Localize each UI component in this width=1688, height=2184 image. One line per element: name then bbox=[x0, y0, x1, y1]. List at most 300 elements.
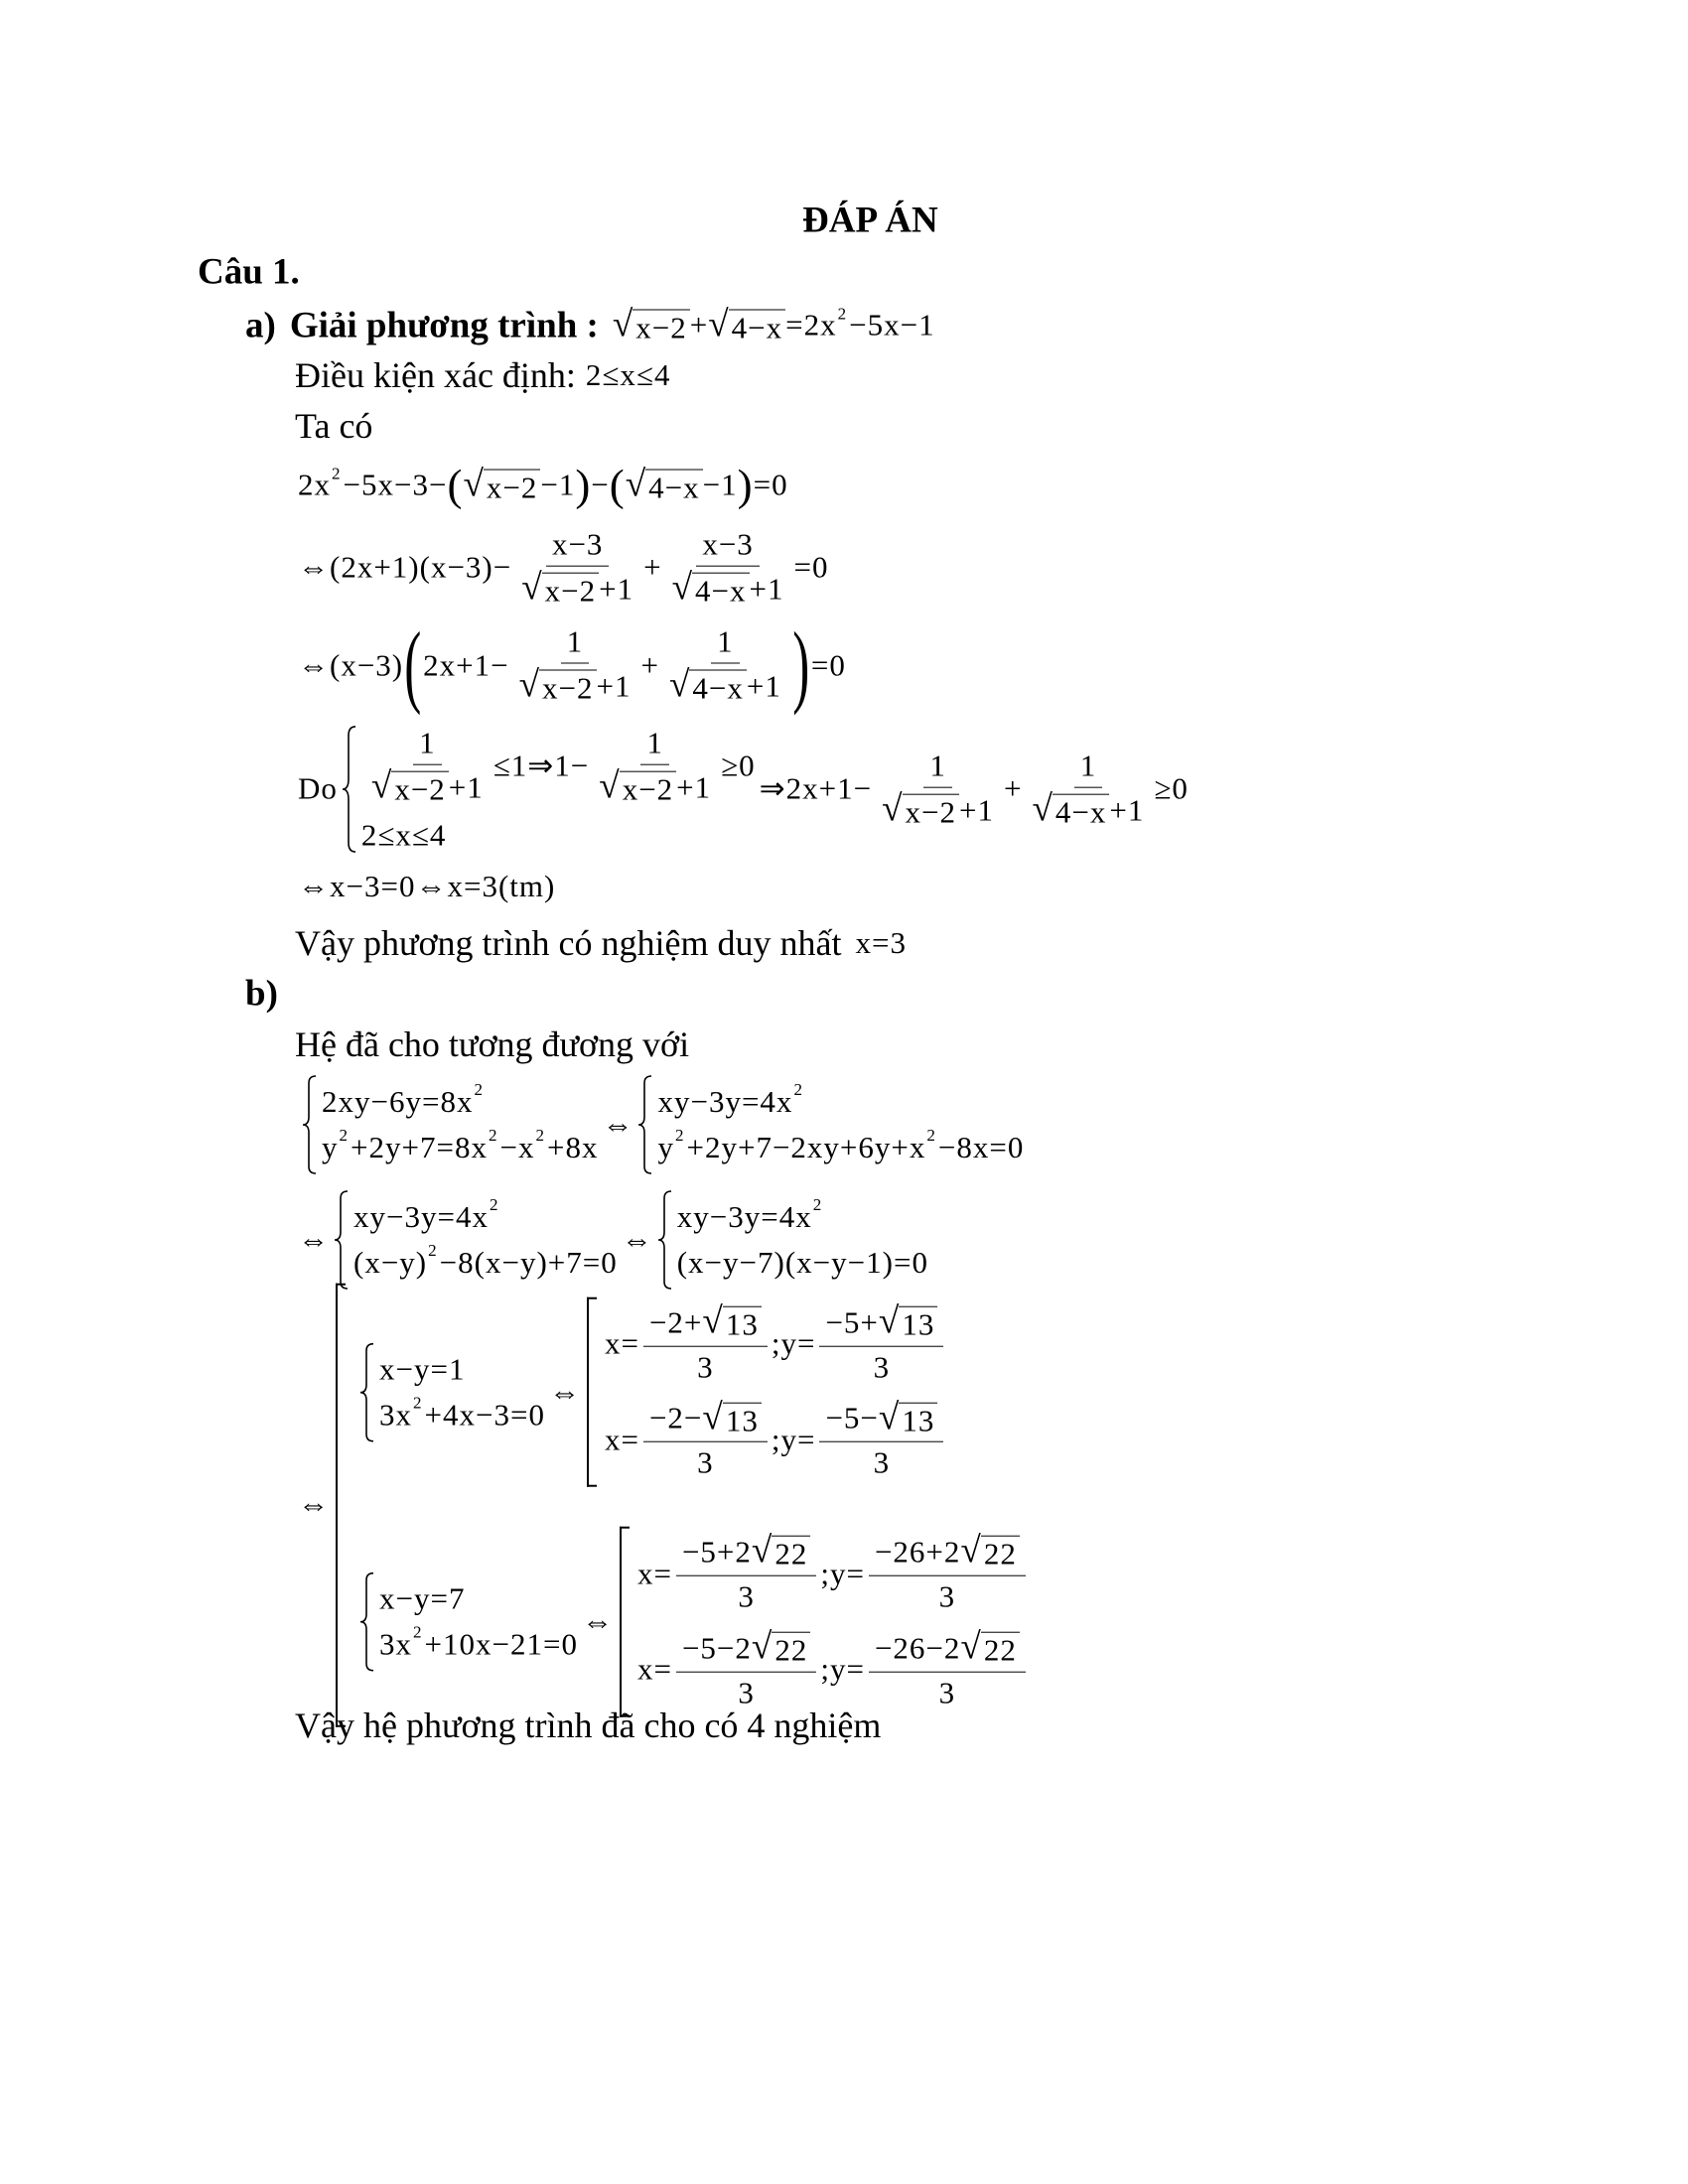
math-text: xy−3y=4x bbox=[657, 1084, 793, 1119]
left-brace-icon bbox=[334, 1190, 350, 1290]
numerator bbox=[869, 1626, 1026, 1673]
math-text: (x−y−7)(x−y−1)=0 bbox=[676, 1245, 928, 1280]
radicand bbox=[539, 670, 596, 707]
math-row bbox=[1080, 749, 1097, 784]
math-text: ⇔ bbox=[621, 1222, 653, 1257]
system-rows bbox=[375, 1342, 545, 1441]
math-text: 3 bbox=[938, 1578, 956, 1614]
bracket-rows bbox=[346, 1284, 1036, 1727]
radical-sign-icon: √ bbox=[518, 664, 541, 706]
math-row bbox=[361, 726, 756, 808]
equation-system bbox=[359, 1342, 545, 1441]
math-row bbox=[825, 1300, 937, 1343]
math-text: 4−x bbox=[648, 470, 700, 505]
math-text: ⇔ bbox=[548, 1374, 581, 1410]
math-text: x−2 bbox=[622, 771, 674, 807]
radical-sign-icon: √ bbox=[612, 304, 634, 345]
exponent: 2 bbox=[488, 1126, 498, 1146]
math-row bbox=[855, 925, 906, 961]
radicand bbox=[620, 771, 676, 808]
equation-system bbox=[359, 1572, 578, 1672]
math-row bbox=[902, 1403, 934, 1438]
math-row bbox=[355, 1297, 1036, 1487]
exponent: 2 bbox=[926, 1126, 936, 1146]
denominator bbox=[515, 567, 639, 610]
math-row bbox=[726, 1307, 759, 1343]
math-row bbox=[657, 1080, 1024, 1120]
math-row bbox=[939, 1675, 956, 1710]
math-text: 1 bbox=[566, 623, 584, 659]
math-row bbox=[984, 1633, 1017, 1669]
step-3 bbox=[298, 614, 846, 717]
math-text: x−y=7 bbox=[379, 1580, 466, 1616]
square-root bbox=[1032, 788, 1110, 831]
math-text: −5+2 bbox=[681, 1534, 752, 1570]
numerator bbox=[643, 1399, 768, 1442]
square-root bbox=[960, 1626, 1019, 1669]
math-row bbox=[379, 1622, 578, 1663]
radical-sign-icon: √ bbox=[878, 1300, 901, 1342]
fraction bbox=[819, 1300, 943, 1386]
math-text: x−2 bbox=[486, 470, 538, 505]
part-a-heading bbox=[245, 305, 935, 347]
math-row bbox=[882, 788, 995, 831]
math-text: +1 bbox=[959, 792, 995, 828]
radicand bbox=[899, 1306, 937, 1343]
numerator bbox=[869, 1533, 1026, 1576]
math-text: 3 bbox=[873, 1349, 891, 1385]
case-bracket bbox=[587, 1297, 947, 1487]
math-text: −5x−3− bbox=[343, 467, 448, 502]
math-text: ⇔ bbox=[298, 1487, 330, 1522]
bracket-rows bbox=[630, 1527, 1030, 1716]
fraction bbox=[513, 624, 637, 707]
ta-co-text: Ta có bbox=[295, 406, 373, 446]
conclusion-math bbox=[855, 925, 906, 961]
math-text: xy−3y=4x bbox=[353, 1199, 489, 1234]
math-row bbox=[542, 671, 593, 707]
math-text: 2≤x≤4 bbox=[585, 357, 671, 392]
math-text: xy−3y=4x bbox=[676, 1199, 812, 1234]
math-text: x−3 bbox=[551, 526, 604, 562]
math-text: x= bbox=[636, 1556, 672, 1591]
math-row bbox=[681, 1626, 810, 1669]
denominator bbox=[933, 1576, 962, 1615]
math-text: 1 bbox=[646, 725, 663, 760]
math-text: 1 bbox=[419, 725, 436, 760]
exponent: 2 bbox=[535, 1126, 545, 1146]
square-root bbox=[671, 567, 750, 610]
math-row bbox=[874, 1349, 891, 1385]
math-text: 3 bbox=[697, 1445, 714, 1480]
math-row bbox=[586, 357, 671, 393]
math-row bbox=[379, 1581, 578, 1617]
math-text: 22 bbox=[983, 1537, 1017, 1571]
denominator bbox=[933, 1672, 962, 1710]
square-root bbox=[708, 306, 785, 345]
radicand bbox=[1053, 794, 1109, 831]
math-text: 2xy−6y=8x bbox=[322, 1084, 474, 1119]
math-text: −2− bbox=[648, 1401, 703, 1436]
math-row bbox=[677, 1245, 928, 1281]
radicand bbox=[723, 1306, 762, 1343]
math-text: −x bbox=[499, 1130, 535, 1164]
conclusion-text: Vậy phương trình có nghiệm duy nhất bbox=[295, 923, 842, 963]
math-row bbox=[599, 765, 712, 808]
math-row bbox=[717, 624, 734, 660]
math-row bbox=[298, 527, 829, 610]
fraction bbox=[676, 1626, 816, 1711]
math-text: + bbox=[643, 549, 662, 585]
math-text: 4−x bbox=[731, 310, 783, 345]
math-text: x−y=1 bbox=[379, 1351, 466, 1387]
math-row bbox=[732, 310, 782, 345]
step-do bbox=[298, 726, 1189, 854]
math-text: 22 bbox=[774, 1537, 808, 1571]
question-heading: Câu 1. bbox=[198, 251, 300, 293]
math-row bbox=[648, 470, 699, 505]
math-row bbox=[646, 726, 663, 761]
square-root bbox=[518, 664, 597, 707]
system-rows bbox=[653, 1075, 1024, 1174]
exponent: 2 bbox=[339, 1126, 350, 1146]
math-row bbox=[929, 749, 946, 784]
math-row bbox=[394, 772, 445, 808]
denominator bbox=[876, 788, 1000, 831]
math-text: 1 bbox=[929, 748, 946, 783]
radical-sign-icon: √ bbox=[878, 1397, 901, 1438]
math-text: −5−2 bbox=[681, 1630, 752, 1666]
math-text: =0 bbox=[793, 549, 829, 585]
left-bracket-icon bbox=[620, 1527, 630, 1716]
denominator bbox=[868, 1442, 897, 1481]
math-text: −1 bbox=[540, 467, 576, 502]
step-2 bbox=[298, 527, 829, 610]
exponent: 2 bbox=[332, 464, 342, 483]
radicand bbox=[899, 1402, 937, 1438]
math-text: 3 bbox=[738, 1578, 755, 1614]
math-text: ≤1⇒1− bbox=[492, 748, 590, 783]
exponent: 2 bbox=[793, 1080, 803, 1100]
left-bracket-icon bbox=[587, 1297, 597, 1487]
fraction bbox=[515, 527, 639, 610]
math-text: 3x bbox=[379, 1626, 412, 1662]
math-row bbox=[353, 1241, 618, 1281]
math-text: 13 bbox=[725, 1403, 759, 1438]
radicand bbox=[633, 309, 689, 345]
numerator bbox=[819, 1399, 943, 1442]
denominator bbox=[691, 1442, 720, 1481]
exponent: 2 bbox=[413, 1622, 423, 1642]
math-row bbox=[1032, 788, 1145, 831]
math-text: 2x+1− bbox=[423, 647, 509, 682]
math-text: ⇔ bbox=[602, 1107, 634, 1142]
exponent: 2 bbox=[474, 1080, 484, 1100]
math-row bbox=[697, 1349, 714, 1385]
system-step-2 bbox=[298, 1190, 932, 1290]
math-row bbox=[1055, 795, 1106, 831]
fraction bbox=[869, 1626, 1026, 1711]
math-text: x=3 bbox=[855, 925, 907, 960]
square-root bbox=[521, 567, 599, 610]
math-text: −5x−1 bbox=[849, 307, 935, 342]
radicand bbox=[981, 1536, 1020, 1572]
radical-sign-icon: √ bbox=[370, 765, 393, 807]
square-root bbox=[702, 1300, 761, 1343]
system-rows bbox=[375, 1572, 578, 1672]
math-text: ⇔(x−3) bbox=[298, 647, 404, 682]
square-root bbox=[463, 466, 540, 505]
math-row bbox=[379, 1351, 545, 1387]
math-row bbox=[361, 817, 756, 853]
math-row bbox=[726, 1403, 759, 1438]
denominator bbox=[365, 765, 490, 808]
numerator bbox=[561, 624, 590, 664]
math-text: −8(x−y)+7=0 bbox=[439, 1245, 618, 1280]
math-row bbox=[552, 527, 603, 563]
math-text: 1 bbox=[717, 623, 734, 659]
fraction bbox=[663, 624, 787, 707]
square-root bbox=[751, 1626, 810, 1669]
left-brace-icon bbox=[359, 1342, 375, 1441]
math-row bbox=[487, 470, 537, 505]
radical-sign-icon: √ bbox=[751, 1531, 774, 1571]
left-brace-icon bbox=[342, 726, 357, 854]
radicand bbox=[772, 1632, 810, 1669]
large-parenthesis: ( bbox=[404, 614, 422, 717]
radical-sign-icon: √ bbox=[668, 664, 691, 706]
exponent: 2 bbox=[674, 1126, 685, 1146]
math-row bbox=[649, 1399, 762, 1438]
radicand bbox=[542, 573, 599, 610]
math-text: x−2 bbox=[542, 670, 594, 706]
fraction bbox=[1027, 749, 1151, 831]
math-text: ;y= bbox=[771, 1326, 816, 1362]
radicand bbox=[723, 1402, 762, 1438]
math-text: y bbox=[657, 1130, 674, 1164]
denominator bbox=[666, 567, 790, 610]
math-text: 4−x bbox=[692, 670, 744, 706]
square-root bbox=[878, 1300, 937, 1343]
math-row bbox=[875, 1533, 1020, 1572]
math-text: −26+2 bbox=[874, 1534, 961, 1570]
math-text: 4−x bbox=[1055, 794, 1107, 830]
numerator bbox=[546, 527, 609, 567]
math-text: =0 bbox=[810, 647, 846, 682]
square-root bbox=[702, 1399, 761, 1438]
part-a-conclusion bbox=[295, 922, 907, 964]
square-root bbox=[626, 466, 703, 505]
math-text: ⇔ bbox=[581, 1603, 614, 1639]
system-rows bbox=[357, 726, 756, 854]
math-text: +1 bbox=[448, 769, 484, 805]
equation-system bbox=[657, 1190, 928, 1290]
square-root bbox=[882, 788, 959, 831]
radical-sign-icon: √ bbox=[882, 788, 904, 830]
math-text: 22 bbox=[774, 1632, 808, 1668]
square-root bbox=[752, 1533, 810, 1572]
fraction bbox=[819, 1399, 943, 1481]
math-text: 13 bbox=[902, 1403, 935, 1438]
part-b-intro: Hệ đã cho tương đương với bbox=[295, 1024, 690, 1064]
math-row bbox=[545, 574, 596, 610]
step-1 bbox=[298, 460, 788, 510]
system-rows bbox=[318, 1075, 598, 1174]
part-b-conclusion: Vậy hệ phương trình đã cho có 4 nghiệm bbox=[295, 1706, 882, 1745]
system-step-1 bbox=[298, 1075, 1028, 1174]
exponent: 2 bbox=[489, 1195, 499, 1215]
math-row bbox=[370, 765, 484, 808]
math-text: − bbox=[591, 467, 610, 502]
numerator bbox=[643, 1300, 768, 1347]
math-text: (x−y) bbox=[353, 1245, 428, 1280]
radical-sign-icon: √ bbox=[1032, 788, 1054, 830]
math-text: ⇔x−3=0⇔x=3(tm) bbox=[298, 869, 556, 903]
math-row bbox=[774, 1537, 807, 1572]
bracket-rows bbox=[597, 1297, 947, 1487]
system-cases bbox=[298, 1284, 1042, 1727]
equation-system bbox=[637, 1075, 1024, 1174]
left-brace-icon bbox=[359, 1572, 375, 1672]
math-text: =2x bbox=[785, 307, 837, 342]
math-text: +10x−21=0 bbox=[424, 1626, 578, 1662]
math-text: 3 bbox=[738, 1675, 755, 1710]
math-row bbox=[298, 726, 1189, 854]
case-bracket bbox=[336, 1284, 1036, 1727]
math-row bbox=[355, 1527, 1036, 1716]
math-text: +4x−3=0 bbox=[424, 1397, 545, 1433]
radicand bbox=[645, 469, 702, 505]
math-text: + bbox=[1004, 770, 1023, 806]
system-rows bbox=[673, 1190, 928, 1290]
math-row bbox=[682, 1533, 810, 1572]
case-bracket bbox=[620, 1527, 1030, 1716]
radical-sign-icon: √ bbox=[960, 1626, 982, 1668]
denominator bbox=[868, 1346, 897, 1385]
part-a-task: Giải phương trình : bbox=[289, 305, 599, 346]
math-row bbox=[322, 1126, 599, 1165]
math-row bbox=[322, 1080, 598, 1120]
fraction bbox=[676, 1533, 816, 1615]
radical-sign-icon: √ bbox=[625, 464, 647, 505]
math-row bbox=[874, 1445, 891, 1481]
numerator bbox=[1074, 749, 1103, 788]
math-row bbox=[657, 1126, 1025, 1165]
numerator bbox=[413, 726, 442, 765]
math-text: x−2 bbox=[905, 794, 957, 830]
math-text: 3 bbox=[697, 1349, 714, 1385]
square-root bbox=[879, 1399, 937, 1438]
math-row bbox=[298, 1190, 932, 1290]
math-text: + bbox=[640, 647, 659, 682]
math-text: −2+ bbox=[648, 1304, 703, 1340]
math-text: x−2 bbox=[635, 310, 687, 345]
math-text: 3 bbox=[938, 1675, 956, 1710]
square-root bbox=[370, 765, 449, 808]
math-text: y bbox=[322, 1130, 339, 1164]
equation bbox=[613, 306, 935, 345]
denominator bbox=[513, 664, 637, 707]
radical-sign-icon: √ bbox=[708, 304, 730, 345]
numerator bbox=[676, 1533, 816, 1576]
math-row bbox=[419, 726, 436, 761]
numerator bbox=[923, 749, 952, 788]
radicand bbox=[689, 670, 746, 707]
math-text: x−2 bbox=[394, 771, 446, 807]
parenthesis: ) bbox=[737, 460, 754, 510]
math-text: −5− bbox=[825, 1401, 879, 1436]
math-text: 4−x bbox=[695, 573, 747, 609]
math-row bbox=[613, 306, 935, 345]
math-row bbox=[695, 574, 746, 610]
radical-sign-icon: √ bbox=[599, 765, 621, 807]
condition-math bbox=[586, 357, 671, 393]
denominator bbox=[663, 664, 787, 707]
radical-sign-icon: √ bbox=[671, 567, 694, 609]
math-text: x−2 bbox=[544, 573, 597, 609]
radical-sign-icon: √ bbox=[702, 1300, 724, 1342]
parenthesis: ( bbox=[609, 460, 626, 510]
radical-sign-icon: √ bbox=[463, 464, 485, 505]
math-text: +1 bbox=[599, 571, 634, 607]
math-row bbox=[298, 460, 788, 510]
parenthesis: ) bbox=[575, 460, 592, 510]
math-row bbox=[697, 1445, 714, 1481]
math-text: −5+ bbox=[825, 1304, 879, 1340]
fraction bbox=[869, 1533, 1026, 1615]
math-text: x−3 bbox=[702, 526, 754, 562]
math-row bbox=[567, 624, 584, 660]
math-text: +1 bbox=[596, 668, 632, 704]
radicand bbox=[903, 794, 959, 831]
math-text: −1 bbox=[702, 467, 738, 502]
numerator bbox=[696, 527, 759, 567]
exponent: 2 bbox=[837, 304, 848, 324]
numerator bbox=[819, 1300, 943, 1347]
part-b-label: b) bbox=[245, 973, 278, 1015]
math-text: ⇒2x+1− bbox=[759, 770, 873, 806]
math-row bbox=[902, 1307, 934, 1343]
fraction bbox=[643, 1300, 768, 1386]
radical-sign-icon: √ bbox=[751, 1626, 774, 1668]
radicand bbox=[484, 469, 540, 505]
fraction bbox=[593, 726, 717, 808]
radical-sign-icon: √ bbox=[702, 1397, 724, 1438]
equation-system bbox=[302, 1075, 598, 1174]
square-root bbox=[599, 765, 676, 808]
radicand bbox=[692, 573, 749, 610]
math-text: 2≤x≤4 bbox=[360, 817, 447, 853]
left-brace-icon bbox=[302, 1075, 318, 1174]
math-text: −26−2 bbox=[874, 1630, 961, 1666]
equation-system bbox=[334, 1190, 618, 1290]
square-root bbox=[960, 1533, 1019, 1572]
radical-sign-icon: √ bbox=[960, 1531, 982, 1571]
denominator bbox=[732, 1576, 761, 1615]
math-text: x= bbox=[636, 1651, 672, 1687]
radicand bbox=[981, 1632, 1020, 1669]
math-row bbox=[353, 1195, 618, 1235]
math-text: +1 bbox=[676, 769, 712, 805]
step-result bbox=[298, 869, 555, 904]
math-row bbox=[623, 772, 673, 808]
math-row bbox=[521, 567, 634, 610]
math-row bbox=[298, 614, 846, 717]
math-row bbox=[671, 567, 784, 610]
math-text: + bbox=[689, 307, 709, 342]
math-row bbox=[298, 869, 555, 904]
math-row bbox=[874, 1626, 1020, 1669]
